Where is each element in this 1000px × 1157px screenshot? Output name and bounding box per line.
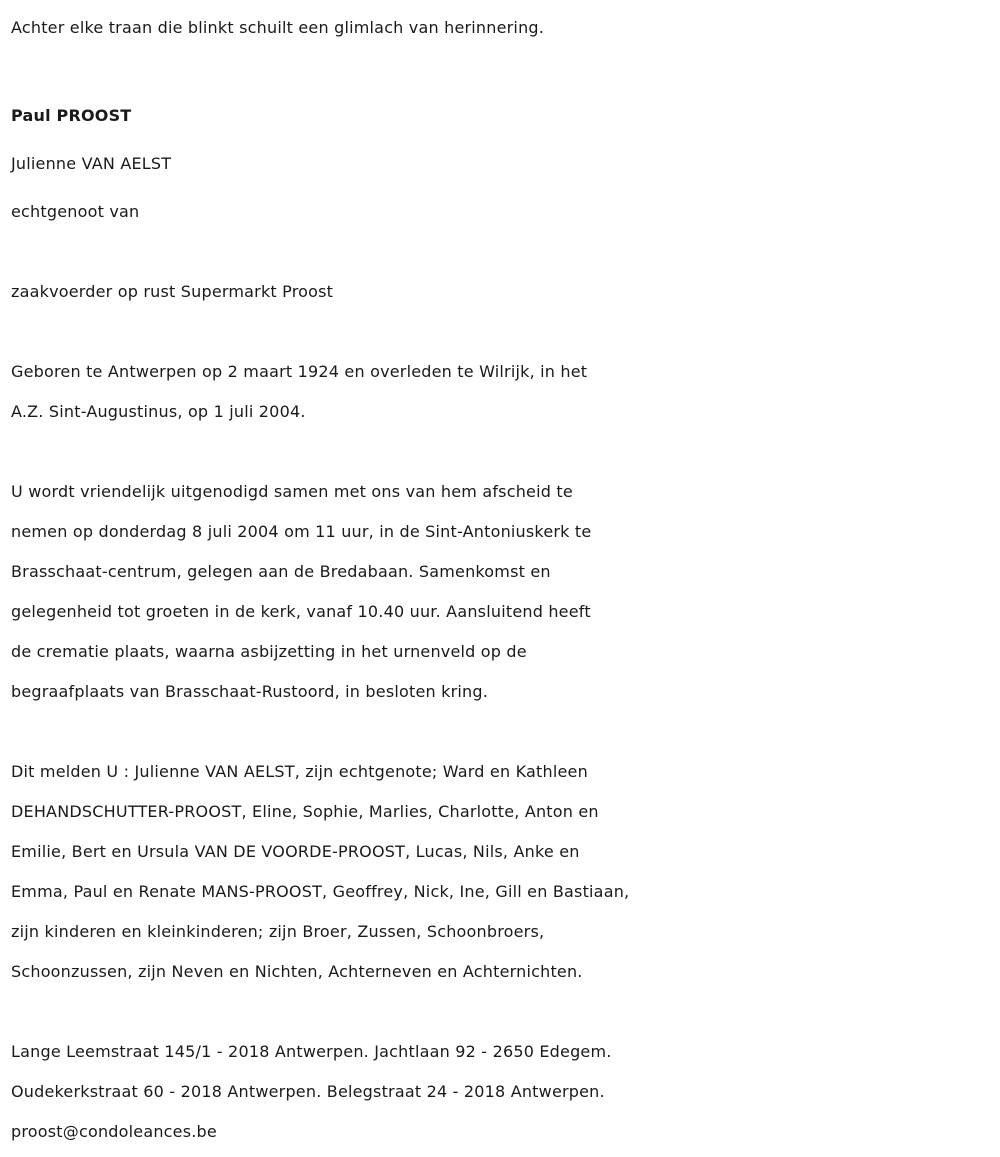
paragraph-line: Emilie, Bert en Ursula VAN DE VOORDE-PROOST, Lucas, Nils, Anke en — [11, 842, 580, 861]
paragraph-line: zijn kinderen en kleinkinderen; zijn Broer, Zussen, Schoonbroers, — [11, 922, 545, 941]
email-text: proost@condoleances.be — [11, 1122, 217, 1141]
relation-text: echtgenoot van — [11, 202, 140, 221]
paragraph-line: de crematie plaats, waarna asbijzetting in het urnenveld op de — [11, 642, 527, 661]
address-line: Oudekerkstraat 60 - 2018 Antwerpen. Belegstraat 24 - 2018 Antwerpen. — [11, 1082, 605, 1101]
paragraph-line: Geboren te Antwerpen op 2 maart 1924 en overleden te Wilrijk, in het — [11, 362, 588, 381]
motto: Achter elke traan die blinkt schuilt een glimlach van herinnering. — [11, 18, 545, 37]
deceased-name: Paul PROOST — [11, 106, 132, 125]
paragraph-line: begraafplaats van Brasschaat-Rustoord, in besloten kring. — [11, 682, 489, 701]
occupation: zaakvoerder op rust Supermarkt Proost — [11, 282, 334, 301]
birth-death-paragraph — [11, 352, 1000, 432]
spacer — [11, 992, 1000, 1032]
spacer — [11, 312, 1000, 352]
spacer — [11, 432, 1000, 472]
paragraph-line: Schoonzussen, zijn Neven en Nichten, Achterneven en Achternichten. — [11, 962, 583, 981]
paragraph-line: Dit melden U : Julienne VAN AELST, zijn echtgenote; Ward en Kathleen — [11, 762, 588, 781]
paragraph-line: Brasschaat-centrum, gelegen aan de Bredabaan. Samenkomst en — [11, 562, 551, 581]
address-line: Lange Leemstraat 145/1 - 2018 Antwerpen. Jachtlaan 92 - 2650 Edegem. — [11, 1042, 612, 1061]
announcers-paragraph — [11, 752, 1000, 992]
spacer — [11, 712, 1000, 752]
spacer — [11, 48, 1000, 88]
paragraph-line: nemen op donderdag 8 juli 2004 om 11 uur, in de Sint-Antoniuskerk te — [11, 522, 592, 541]
paragraph-line: U wordt vriendelijk uitgenodigd samen met ons van hem afscheid te — [11, 482, 573, 501]
paragraph-line: A.Z. Sint-Augustinus, op 1 juli 2004. — [11, 402, 306, 421]
spacer — [11, 232, 1000, 272]
spouse-name: Julienne VAN AELST — [11, 154, 172, 173]
paragraph-line: gelegenheid tot groeten in de kerk, vanaf 10.40 uur. Aansluitend heeft — [11, 602, 591, 621]
paragraph-line: DEHANDSCHUTTER-PROOST, Eline, Sophie, Marlies, Charlotte, Anton en — [11, 802, 599, 821]
addresses-paragraph — [11, 1032, 1000, 1152]
invitation-paragraph — [11, 472, 1000, 712]
paragraph-line: Emma, Paul en Renate MANS-PROOST, Geoffrey, Nick, Ine, Gill en Bastiaan, — [11, 882, 630, 901]
